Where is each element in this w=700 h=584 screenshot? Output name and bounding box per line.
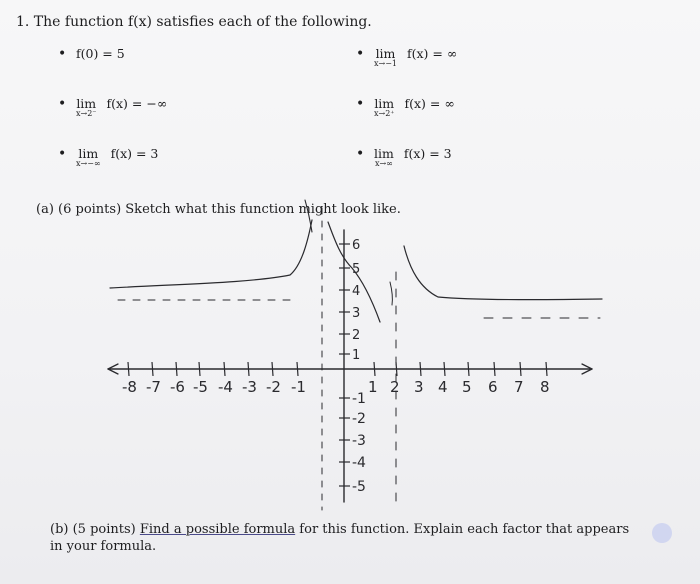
y-tick-label: -3 bbox=[352, 433, 366, 449]
y-tick-label: 5 bbox=[352, 262, 361, 277]
x-tick bbox=[520, 362, 521, 376]
x-tick-label: 7 bbox=[514, 378, 524, 396]
condition-expr: f(0) = 5 bbox=[75, 46, 125, 61]
axis-labels bbox=[122, 238, 550, 495]
condition-lim-neg-inf: • lim x→−∞ f(x) = 3 bbox=[58, 146, 159, 168]
condition-lim-2-plus: • lim x→2⁺ f(x) = ∞ bbox=[356, 96, 455, 118]
x-tick-label: -2 bbox=[266, 378, 281, 396]
part-b-prompt: (b) (5 points) Find a possible formula for this function. Explain each factor that appears in your formula. bbox=[50, 522, 630, 554]
x-tick-label: 2 bbox=[390, 378, 400, 396]
part-a-prompt: (a) (6 points) Sketch what this function might look like. bbox=[36, 202, 401, 217]
y-tick-label: -4 bbox=[352, 455, 366, 471]
condition-lim-pos-inf: • lim x→∞ f(x) = 3 bbox=[356, 146, 452, 168]
limit-operator: lim x→−∞ bbox=[75, 146, 101, 168]
curve-right-branch bbox=[404, 246, 602, 300]
x-tick bbox=[272, 362, 273, 376]
x-tick bbox=[248, 362, 249, 376]
x-tick-label: -5 bbox=[193, 378, 208, 396]
x-tick-label: 6 bbox=[488, 378, 498, 396]
x-tick-label: -3 bbox=[242, 378, 257, 396]
x-tick bbox=[176, 362, 177, 376]
curve-left-branch bbox=[110, 220, 312, 288]
x-tick-label: 4 bbox=[438, 378, 448, 396]
condition-expr: f(x) = ∞ bbox=[406, 46, 458, 61]
y-tick-label: 4 bbox=[352, 284, 361, 299]
limit-operator: lim x→2⁻ bbox=[75, 96, 97, 118]
y-tick-label: 1 bbox=[352, 348, 361, 363]
limit-operator: lim x→−1 bbox=[373, 46, 397, 68]
x-tick bbox=[297, 362, 298, 376]
x-tick bbox=[199, 362, 200, 376]
y-tick-label: 6 bbox=[352, 238, 361, 253]
question-title: 1. The function f(x) satisfies each of the following. bbox=[16, 14, 372, 30]
condition-f0: • f(0) = 5 bbox=[58, 46, 125, 62]
condition-expr: f(x) = ∞ bbox=[404, 96, 455, 111]
limit-operator: lim x→2⁺ bbox=[373, 96, 395, 118]
x-tick-label: -7 bbox=[146, 378, 161, 396]
x-tick bbox=[128, 362, 129, 376]
x-tick-label: 1 bbox=[368, 378, 378, 396]
limit-operator: lim x→∞ bbox=[373, 146, 394, 168]
condition-lim-neg1: • lim x→−1 f(x) = ∞ bbox=[356, 46, 458, 68]
x-tick bbox=[494, 362, 495, 376]
condition-lim-2-minus: • lim x→2⁻ f(x) = −∞ bbox=[58, 96, 168, 118]
x-tick bbox=[420, 362, 421, 376]
x-tick bbox=[468, 362, 469, 376]
y-tick-label: 3 bbox=[352, 306, 361, 321]
y-tick-label: -1 bbox=[352, 391, 366, 407]
floating-bubble[interactable] bbox=[652, 523, 672, 543]
x-tick bbox=[546, 362, 547, 376]
x-tick-label: -4 bbox=[218, 378, 233, 396]
part-b-underlined: Find a possible formula bbox=[139, 522, 296, 537]
condition-expr: f(x) = 3 bbox=[403, 146, 452, 161]
x-tick-label: 5 bbox=[462, 378, 472, 396]
x-tick bbox=[152, 362, 153, 376]
x-tick bbox=[224, 362, 225, 376]
x-tick-label: 3 bbox=[414, 378, 424, 396]
x-tick-label: -8 bbox=[122, 378, 137, 396]
y-tick-label: -2 bbox=[352, 411, 366, 427]
condition-expr: f(x) = −∞ bbox=[106, 96, 168, 111]
axis-ticks bbox=[128, 244, 547, 486]
x-tick bbox=[444, 362, 445, 376]
condition-expr: f(x) = 3 bbox=[110, 146, 159, 161]
y-tick-label: 2 bbox=[352, 328, 361, 343]
x-tick bbox=[374, 362, 375, 376]
x-tick-label: -1 bbox=[291, 378, 306, 396]
x-tick-label: -6 bbox=[170, 378, 185, 396]
y-tick-label: -5 bbox=[352, 479, 366, 495]
x-tick-label: 8 bbox=[540, 378, 550, 396]
